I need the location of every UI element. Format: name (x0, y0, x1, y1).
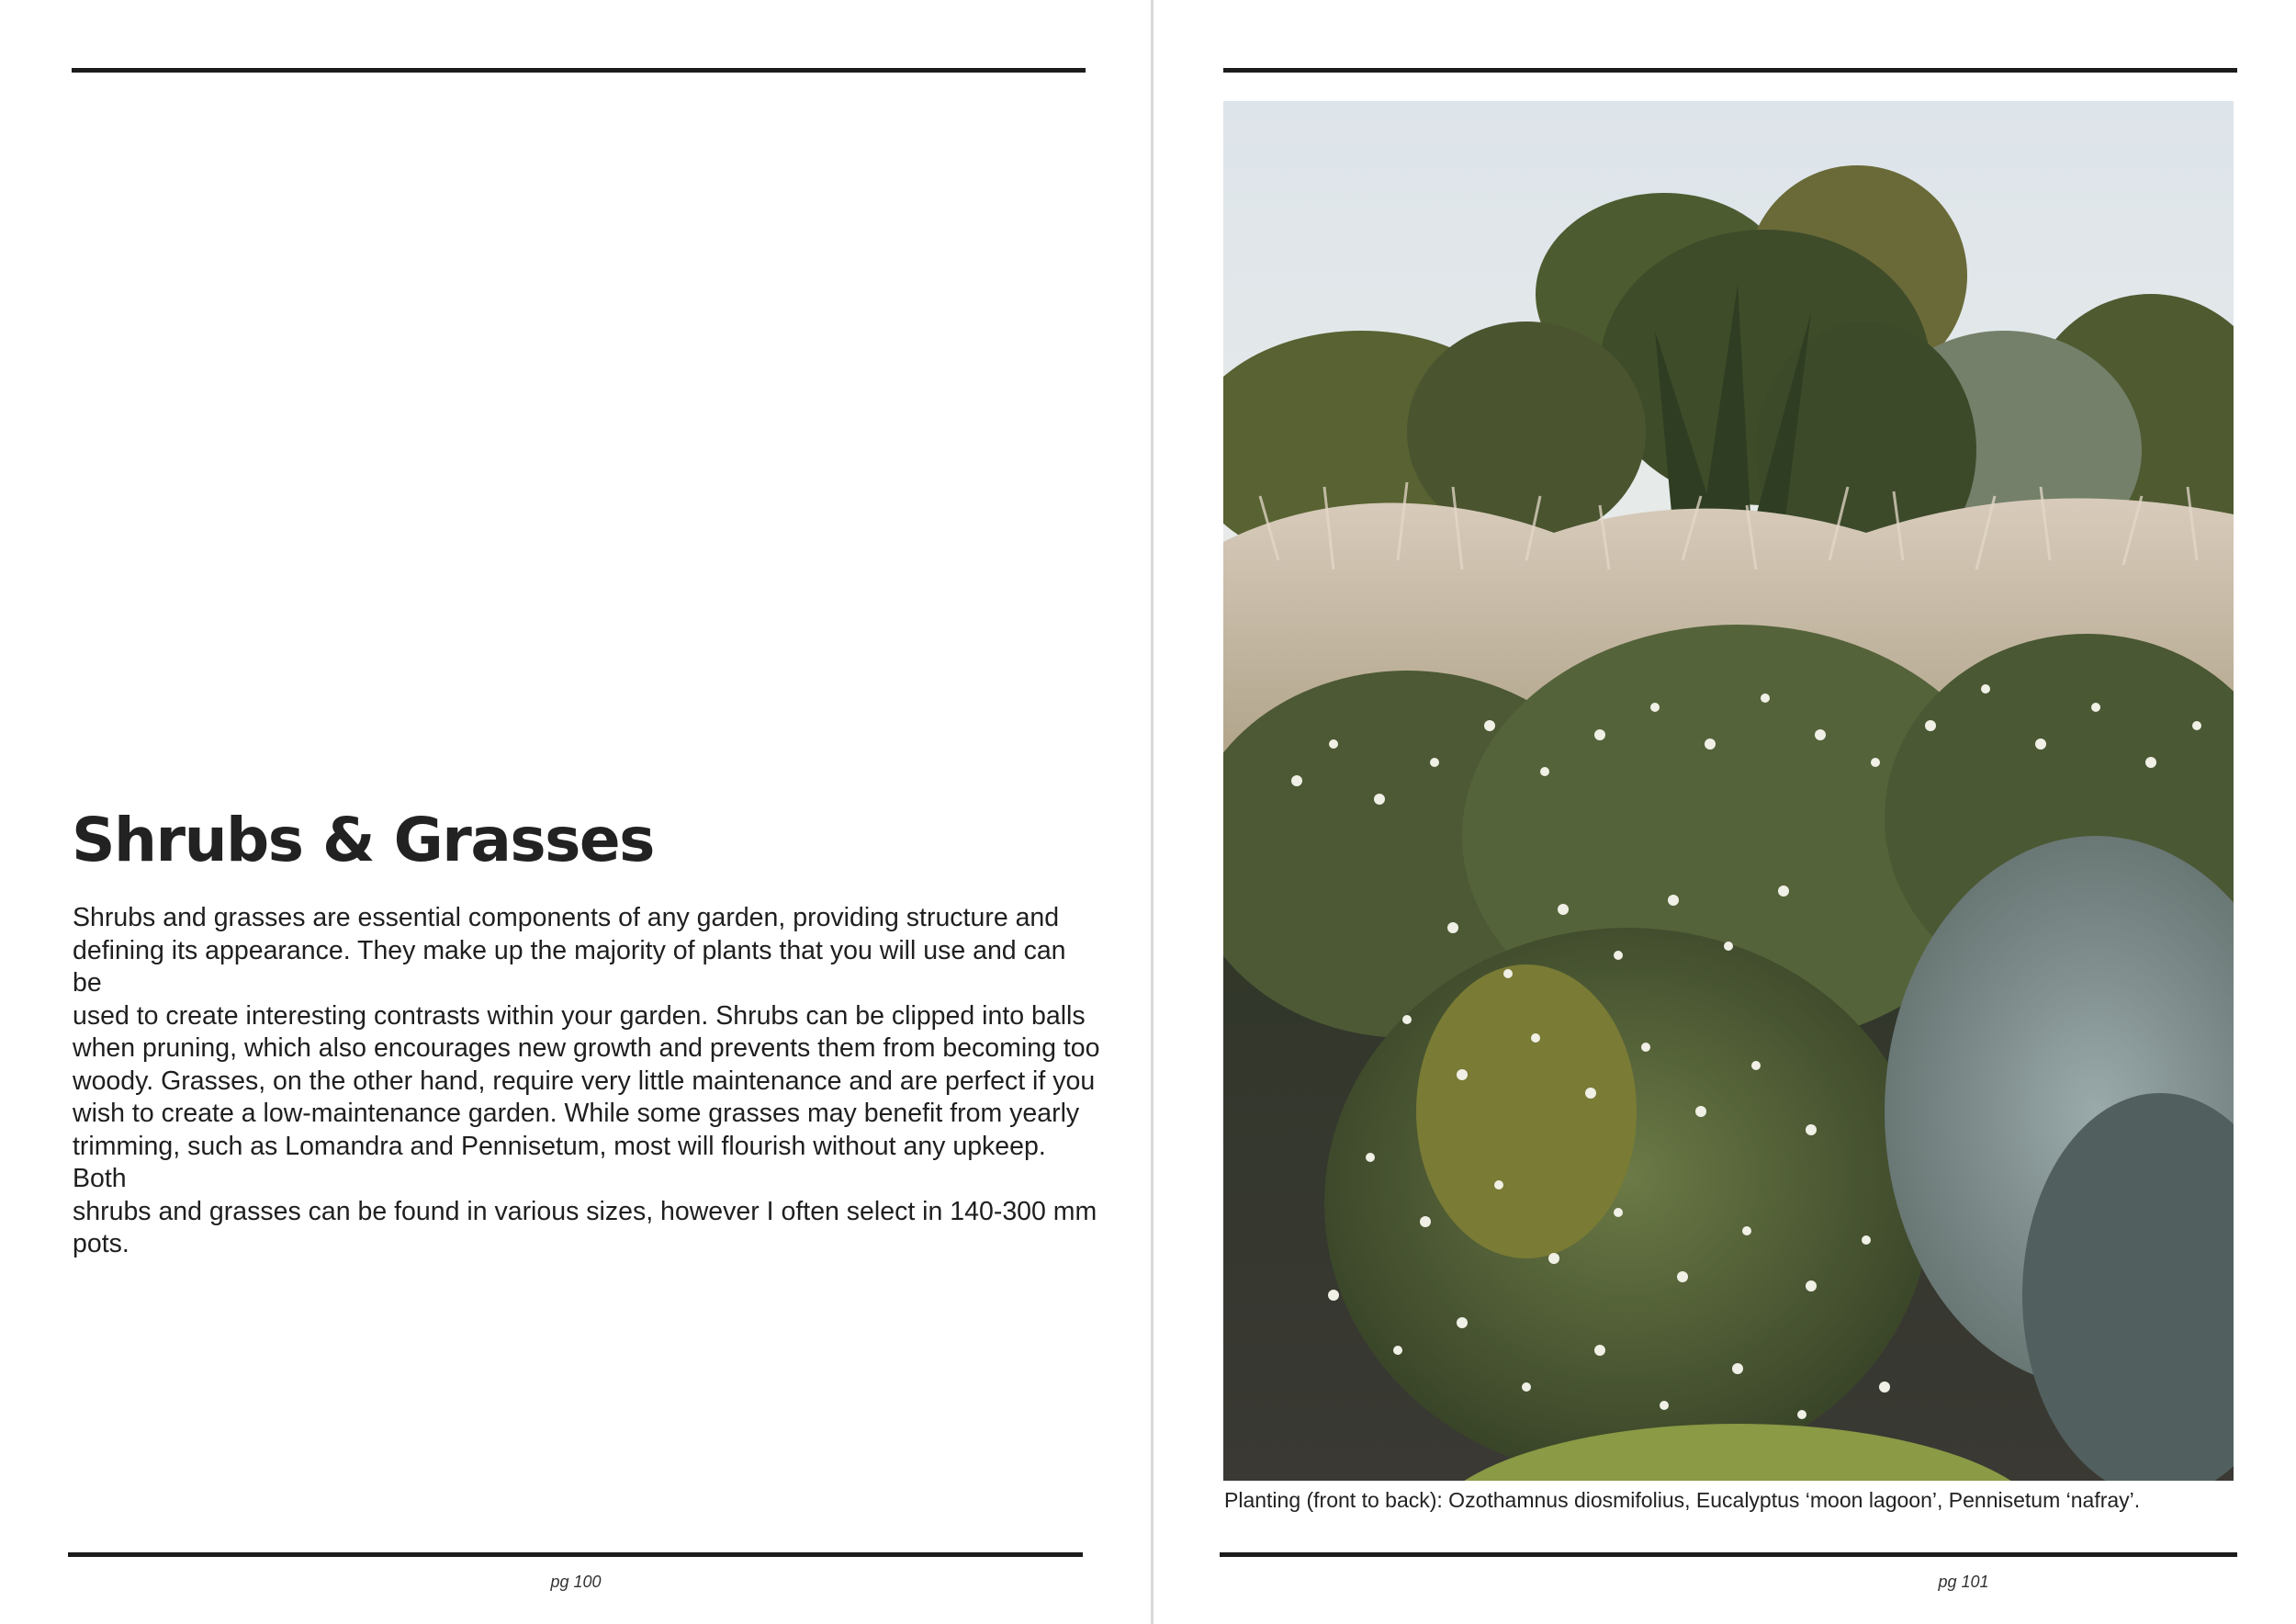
bottom-rule (1220, 1552, 2237, 1557)
top-rule (1223, 68, 2237, 73)
body-line: trimming, such as Lomandra and Pennisetum, most will flourish without any upkeep. Both (73, 1131, 1046, 1193)
garden-photo-illustration (1223, 101, 2234, 1481)
page-number: pg 100 (550, 1573, 602, 1591)
body-line: pots. (73, 1229, 129, 1258)
body-line: Shrubs and grasses are essential components of any garden, providing structure and (73, 903, 1060, 932)
body-line: wish to create a low-maintenance garden. While some grasses may benefit from yearly (73, 1099, 1080, 1128)
garden-photo (1223, 101, 2234, 1481)
photo-caption: Planting (front to back): Ozothamnus diosmifolius, Eucalyptus ‘moon lagoon’, Pennisetum ‘nafray’. (1224, 1488, 2141, 1512)
section-heading: Shrubs & Grasses (72, 805, 654, 875)
body-line: defining its appearance. They make up the majority of plants that you will use and can be (73, 935, 1066, 998)
body-line: used to create interesting contrasts within your garden. Shrubs can be clipped into balls (73, 1000, 1086, 1031)
body-line: shrubs and grasses can be found in various sizes, however I often select in 140-300 mm (73, 1196, 1097, 1226)
body-line: when pruning, which also encourages new growth and prevents them from becoming too (73, 1033, 1100, 1063)
page-number: pg 101 (1938, 1573, 1989, 1591)
top-rule (72, 68, 1086, 73)
bottom-rule (68, 1552, 1083, 1557)
body-line: woody. Grasses, on the other hand, require very little maintenance and are perfect if you (73, 1066, 1096, 1096)
body-paragraph (73, 902, 1101, 1261)
right-page (1154, 0, 2296, 1624)
